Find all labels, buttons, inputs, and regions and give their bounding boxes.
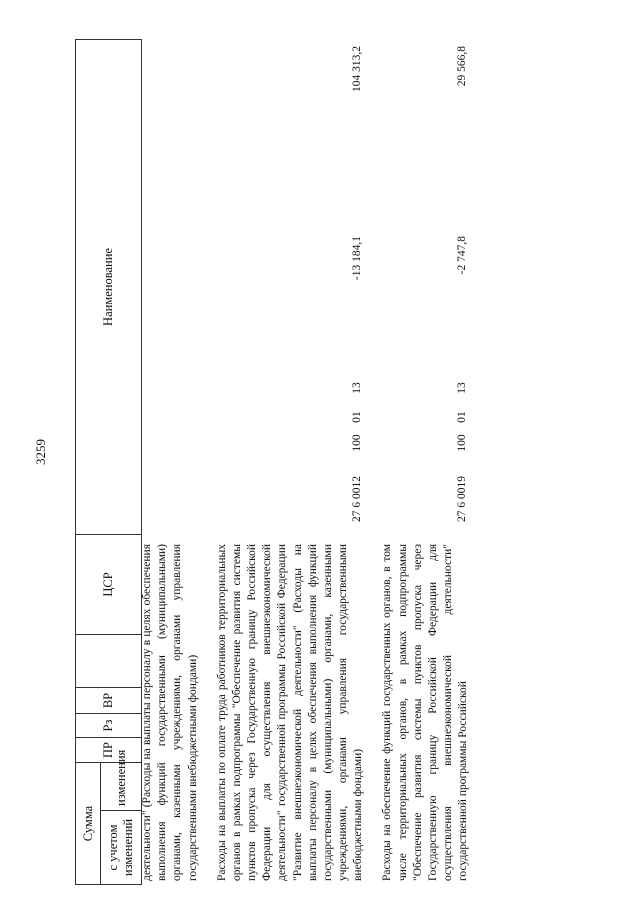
row-3-pr: 13 — [456, 382, 469, 394]
header-rz: Рз — [76, 714, 142, 738]
row-1-change — [139, 230, 202, 370]
header-sum: Сумма — [76, 763, 101, 885]
rotated-body — [139, 40, 599, 885]
table-row — [379, 40, 472, 885]
row-3-total: 29 566,8 — [456, 46, 469, 87]
row-3-rz: 01 — [456, 411, 469, 423]
header-vr: ВР — [76, 688, 142, 714]
row-3-name: Расходы на обеспечение функций государственных органов, в том числе территориальных органов, в рамках подпрограммы "Обеспечение развития системы пунктов пропуска через Государственную границу Российской Федерации для осуществления внешнеэкономической деятельности" государственной программы Российской — [381, 544, 470, 881]
table-row — [214, 40, 368, 885]
row-2-rz: 01 — [351, 411, 364, 423]
row-1-csr — [139, 458, 202, 540]
row-1-pr — [139, 370, 202, 406]
row-1-rz — [139, 406, 202, 428]
row-2-pr: 13 — [351, 382, 364, 394]
row-2-vr: 100 — [351, 434, 364, 452]
row-2-total: 104 313,2 — [351, 46, 364, 92]
row-3-csr: 27 6 0019 — [456, 476, 469, 522]
row-spacer — [367, 40, 379, 885]
header-pr: ПР — [76, 738, 142, 763]
header-with-change: с учетом изменений — [101, 811, 142, 885]
page-number: 3259 — [33, 439, 48, 465]
row-3-change: -2 747,8 — [456, 236, 469, 275]
row-2-name: Расходы на выплаты по оплате труда работников территориальных органов в рамках подпрограммы "Обеспечение развития системы пунктов пропуска через Государственную границу Российской Федерации для осуществления внешнеэкономической деятельности" государственной программы Российской Федерации "Развитие внешнеэкономической деятельности" (Расходы на выплаты персоналу в целях обеспечения выполнения функций государственными (муниципальными) органами, казенными учреждениями, органами управления государственными внебюджетными фондами) — [215, 544, 365, 881]
row-1-vr — [139, 428, 202, 458]
row-spacer — [202, 40, 214, 885]
table-row — [139, 40, 202, 885]
row-2-csr: 27 6 0012 — [351, 476, 364, 522]
row-3-vr: 100 — [456, 434, 469, 452]
row-1-name: деятельности" (Расходы на выплаты персоналу в целях обеспечения выполнения функций государственными (муниципальными) органами, казенными учреждениями, органами управления государственными внебюджетными фондами) — [141, 544, 199, 881]
row-2-change: -13 184,1 — [351, 236, 364, 281]
header-change: изменения — [101, 763, 142, 811]
budget-table-body — [139, 40, 472, 885]
row-1-total — [139, 40, 202, 230]
header-csr: ЦСР — [76, 535, 142, 635]
header-name: Наименование — [76, 40, 142, 535]
table-body-frame — [75, 40, 599, 885]
